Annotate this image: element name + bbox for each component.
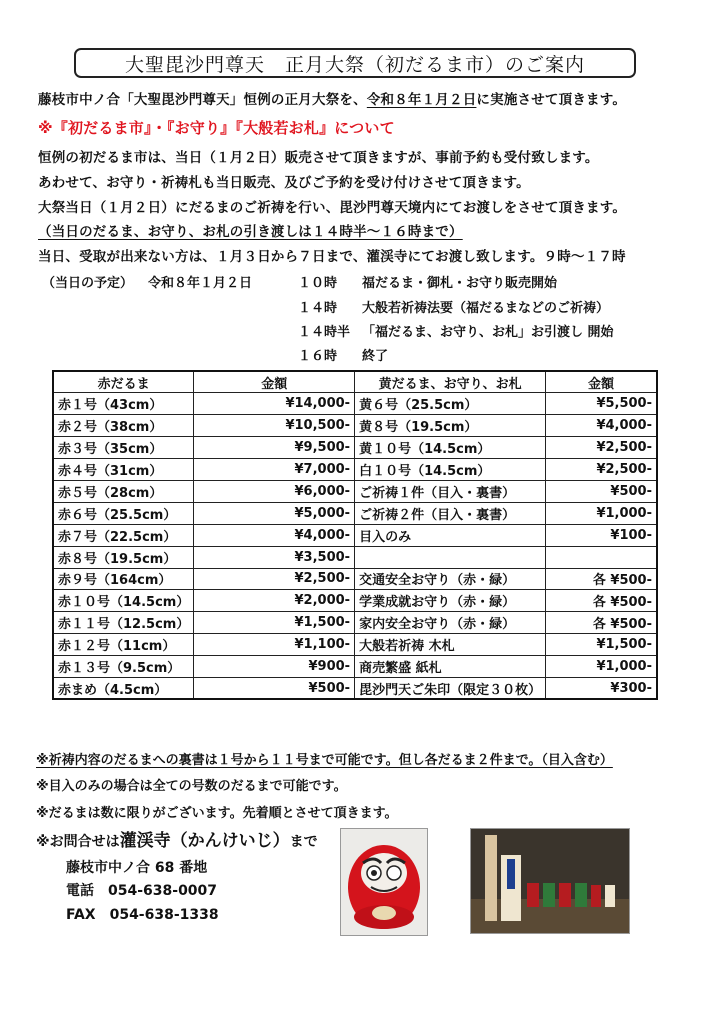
- contact-phone: 電話 054-638-0007: [66, 883, 218, 899]
- red-daruma-price: ¥3,500-: [194, 546, 355, 568]
- red-daruma-name: 赤６号（25.5cm）: [53, 502, 194, 524]
- intro-prefix: 藤枝市中ノ合「大聖毘沙門尊天」恒例の正月大祭を、: [38, 92, 367, 108]
- header-price: 金額: [194, 371, 355, 393]
- contact-suffix: まで: [289, 834, 318, 850]
- table-row: [53, 546, 657, 568]
- item-price: ¥4,000-: [546, 415, 657, 437]
- red-daruma-price: ¥6,000-: [194, 480, 355, 502]
- red-daruma-price: ¥9,500-: [194, 437, 355, 459]
- table-row: [53, 568, 657, 590]
- red-daruma-price: ¥10,500-: [194, 415, 355, 437]
- item-price: 各 ¥500-: [546, 568, 657, 590]
- red-daruma-price: ¥2,000-: [194, 590, 355, 612]
- item-name: ご祈祷１件（目入・裏書）: [355, 480, 546, 502]
- item-price: ¥1,000-: [546, 656, 657, 678]
- item-price: ¥2,500-: [546, 459, 657, 481]
- item-name: 家内安全お守り（赤・緑）: [355, 612, 546, 634]
- table-row: [53, 524, 657, 546]
- red-daruma-name: 赤３号（35cm）: [53, 437, 194, 459]
- schedule-time: １４時: [298, 301, 338, 316]
- paragraph-4: 当日、受取が出来ない方は、１月３日から７日まで、灌渓寺にてお渡し致します。９時～１７時: [38, 249, 626, 265]
- red-daruma-name: 赤９号（164cm）: [53, 568, 194, 590]
- item-price: ¥1,500-: [546, 634, 657, 656]
- item-price: ¥1,000-: [546, 502, 657, 524]
- note-1-text: ※祈祷内容のだるまへの裏書は１号から１１号まで可能です。但し各だるま２件まで。（目入含む）: [36, 753, 613, 768]
- table-row: [53, 437, 657, 459]
- paragraph-handover-note: （当日のだるま、お守り、お札の引き渡しは１４時半～１６時まで）: [38, 224, 463, 240]
- contact-prefix: ※お問合せは: [36, 834, 120, 850]
- table-row: [53, 502, 657, 524]
- red-daruma-name: 赤５号（28cm）: [53, 480, 194, 502]
- item-price: ¥2,500-: [546, 437, 657, 459]
- red-daruma-image: [341, 829, 427, 935]
- item-name: 商売繁盛 紙札: [355, 656, 546, 678]
- red-daruma-name: 赤１２号（11cm）: [53, 634, 194, 656]
- schedule-desc: 福だるま・御札・お守り販売開始: [362, 276, 558, 291]
- red-daruma-name: 赤１１号（12.5cm）: [53, 612, 194, 634]
- table-row: [53, 634, 657, 656]
- intro-suffix: に実施させて頂きます。: [476, 92, 627, 108]
- charms-photo: [470, 828, 630, 934]
- contact-address: 藤枝市中ノ合 68 番地: [66, 860, 208, 876]
- table-row: [53, 612, 657, 634]
- schedule-label: （当日の予定）: [42, 276, 134, 291]
- paragraph-1: 恒例の初だるま市は、当日（１月２日）販売させて頂きますが、事前予約も受付致します。: [38, 150, 599, 166]
- note-2: ※目入のみの場合は全ての号数のだるまで可能です。: [36, 779, 347, 794]
- table-row: [53, 677, 657, 699]
- red-daruma-name: 赤８号（19.5cm）: [53, 546, 194, 568]
- red-daruma-price: ¥7,000-: [194, 459, 355, 481]
- contact-heading: [36, 826, 318, 851]
- table-row: [53, 393, 657, 415]
- item-name: [355, 546, 546, 568]
- table-row: [53, 415, 657, 437]
- item-name: 毘沙門天ご朱印（限定３０枚）: [355, 677, 546, 699]
- red-daruma-price: ¥900-: [194, 656, 355, 678]
- paragraph-2: あわせて、お守り・祈祷札も当日販売、及びご予約を受け付けさせて頂きます。: [38, 175, 530, 191]
- table-row: [53, 590, 657, 612]
- header-price: 金額: [546, 371, 657, 393]
- item-name: 目入のみ: [355, 524, 546, 546]
- item-price: 各 ¥500-: [546, 590, 657, 612]
- red-daruma-price: ¥4,000-: [194, 524, 355, 546]
- page-title: 大聖毘沙門尊天 正月大祭（初だるま市）のご案内: [74, 48, 636, 78]
- intro-date: 令和８年１月２日: [366, 92, 477, 108]
- red-daruma-name: 赤２号（38cm）: [53, 415, 194, 437]
- intro-line: [38, 88, 626, 108]
- red-daruma-name: 赤まめ（4.5cm）: [53, 677, 194, 699]
- red-daruma-photo: [340, 828, 428, 936]
- note-3: ※だるまは数に限りがございます。先着順とさせて頂きます。: [36, 806, 398, 821]
- temple-name: 灌渓寺（かんけいじ）: [119, 831, 290, 851]
- table-row: [53, 480, 657, 502]
- schedule-time: １０時: [298, 276, 338, 291]
- red-daruma-name: 赤７号（22.5cm）: [53, 524, 194, 546]
- item-price: ¥5,500-: [546, 393, 657, 415]
- table-header-row: [53, 371, 657, 393]
- paragraph-3: 大祭当日（１月２日）にだるまのご祈祷を行い、毘沙門尊天境内にてお渡しをさせて頂きます。: [38, 200, 627, 216]
- table-row: [53, 459, 657, 481]
- schedule-time: １６時: [298, 349, 338, 364]
- charms-image: [471, 829, 629, 933]
- item-name: 黄８号（19.5cm）: [355, 415, 546, 437]
- red-daruma-price: ¥14,000-: [194, 393, 355, 415]
- item-name: ご祈祷２件（目入・裏書）: [355, 502, 546, 524]
- red-daruma-price: ¥500-: [194, 677, 355, 699]
- red-daruma-name: 赤１３号（9.5cm）: [53, 656, 194, 678]
- red-daruma-price: ¥5,000-: [194, 502, 355, 524]
- item-name: 学業成就お守り（赤・緑）: [355, 590, 546, 612]
- price-table: [52, 370, 658, 700]
- schedule-date: 令和８年１月２日: [148, 276, 253, 291]
- item-name: 黄６号（25.5cm）: [355, 393, 546, 415]
- header-red-daruma: 赤だるま: [53, 371, 194, 393]
- table-row: [53, 656, 657, 678]
- item-price: ¥100-: [546, 524, 657, 546]
- item-name: 大般若祈祷 木札: [355, 634, 546, 656]
- item-price: ¥300-: [546, 677, 657, 699]
- red-daruma-price: ¥2,500-: [194, 568, 355, 590]
- item-price: ¥500-: [546, 480, 657, 502]
- red-daruma-name: 赤４号（31cm）: [53, 459, 194, 481]
- contact-fax: FAX 054-638-1338: [66, 907, 219, 923]
- schedule-time: １４時半: [298, 325, 351, 340]
- red-daruma-price: ¥1,100-: [194, 634, 355, 656]
- red-daruma-price: ¥1,500-: [194, 612, 355, 634]
- item-name: 黄１０号（14.5cm）: [355, 437, 546, 459]
- item-name: 交通安全お守り（赤・緑）: [355, 568, 546, 590]
- schedule-desc: 大般若祈祷法要（福だるまなどのご祈祷）: [362, 301, 610, 316]
- section-heading: ※『初だるま市』・『お守り』『大般若お札』について: [38, 119, 395, 137]
- schedule-desc: 終了: [362, 349, 389, 364]
- note-1: [36, 749, 613, 768]
- item-name: 白１０号（14.5cm）: [355, 459, 546, 481]
- red-daruma-name: 赤１０号（14.5cm）: [53, 590, 194, 612]
- item-price: [546, 546, 657, 568]
- item-price: 各 ¥500-: [546, 612, 657, 634]
- schedule-desc: 「福だるま、お守り、お札」お引渡し 開始: [362, 325, 614, 340]
- red-daruma-name: 赤１号（43cm）: [53, 393, 194, 415]
- header-yellow-daruma-charms: 黄だるま、お守り、お札: [355, 371, 546, 393]
